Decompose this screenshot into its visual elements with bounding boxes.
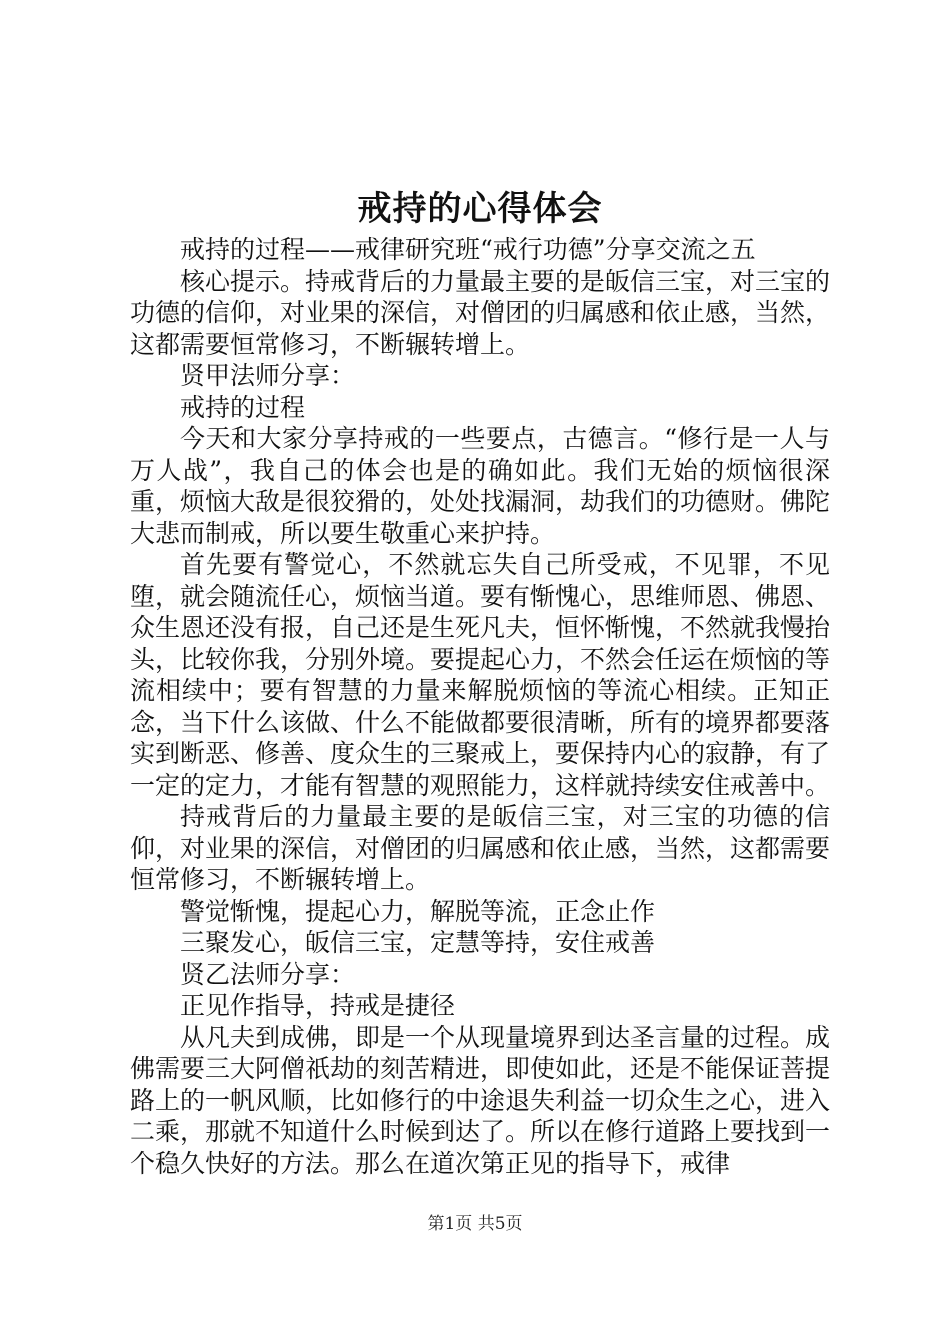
paragraph-core-summary: 核心提示。持戒背后的力量最主要的是皈信三宝，对三宝的功德的信仰，对业果的深信，对僧团的归属感和依止感，当然，这都需要恒常修习，不断辗转增上。: [130, 266, 831, 359]
paragraph-main-points: 首先要有警觉心，不然就忘失自己所受戒，不见罪，不见堕，就会随流任心，烦恼当道。要有惭愧心，思维师恩、佛恩、众生恩还没有报，自己还是生死凡夫，恒怀惭愧，不然就我慢抬头，比较你我，分别外境。要提起心力，不然会任运在烦恼的等流相续中；要有智慧的力量来解脱烦恼的等流心相续。正知正念，当下什么该做、什么不能做都要很清晰，所有的境界都要落实到断恶、修善、度众生的三聚戒上，要保持内心的寂静，有了一定的定力，才能有智慧的观照能力，这样就持续安住戒善中。: [130, 550, 831, 800]
paragraph-subtitle: 戒持的过程——戒律研究班“戒行功德”分享交流之五: [180, 235, 756, 264]
paragraph-heading-b: 正见作指导，持戒是捷径: [180, 991, 456, 1020]
paragraph-intro: 今天和大家分享持戒的一些要点，古德言。“修行是一人与万人战”，我自己的体会也是的确如此。我们无始的烦恼很深重，烦恼大敌是很狡猾的，处处找漏洞，劫我们的功德财。佛陀大悲而制戒，所以要生敬重心来护持。: [130, 424, 831, 548]
paragraph-verse-2: 三聚发心，皈信三宝，定慧等持，安住戒善: [180, 928, 656, 957]
document-body: [130, 234, 830, 1179]
paragraph-speaker-b: 贤乙法师分享：: [180, 959, 356, 989]
paragraph-path: 从凡夫到成佛，即是一个从现量境界到达圣言量的过程。成佛需要三大阿僧祇劫的刻苦精进，即使如此，还是不能保证菩提路上的一帆风顺，比如修行的中途退失利益一切众生之心，进入二乘，那就不知道什么时候到达了。所以在修行道路上要找到一个稳久快好的方法。那么在道次第正见的指导下，戒律: [130, 1022, 831, 1178]
paragraph-speaker-a: 贤甲法师分享：: [180, 361, 356, 390]
paragraph-verse-1: 警觉惭愧，提起心力，解脱等流，正念止作: [180, 896, 656, 926]
document-title: 戒持的心得体会: [357, 189, 603, 229]
document-page: [130, 0, 830, 1344]
page-footer: 第1页 共5页: [427, 1214, 523, 1234]
paragraph-heading-a: 戒持的过程: [180, 392, 306, 422]
paragraph-power: 持戒背后的力量最主要的是皈信三宝，对三宝的功德的信仰，对业果的深信，对僧团的归属感和依止感，当然，这都需要恒常修习，不断辗转增上。: [130, 802, 831, 894]
